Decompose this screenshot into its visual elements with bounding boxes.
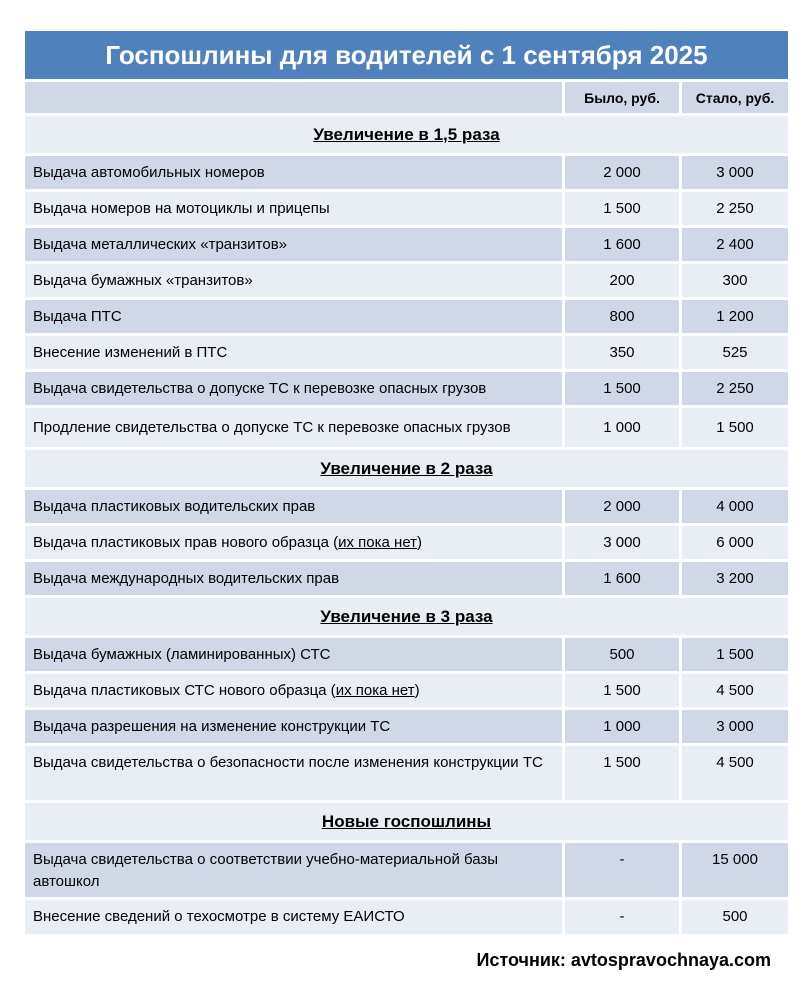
table-row <box>25 156 788 189</box>
service-name: Выдача ПТС <box>25 300 562 333</box>
fee-was: 1 500 <box>565 192 679 225</box>
table-row <box>25 408 788 447</box>
fee-now: 525 <box>682 336 788 369</box>
fee-was: - <box>565 900 679 934</box>
fee-now: 500 <box>682 900 788 934</box>
fee-was: 2 000 <box>565 156 679 189</box>
fee-was: - <box>565 843 679 897</box>
column-header-was: Было, руб. <box>565 82 679 113</box>
table-row <box>25 562 788 595</box>
fee-was: 1 600 <box>565 228 679 261</box>
service-name: Выдача бумажных (ламинированных) СТС <box>25 638 562 671</box>
service-name: Выдача разрешения на изменение конструкции ТС <box>25 710 562 743</box>
service-name: Выдача свидетельства о допуске ТС к перевозке опасных грузов <box>25 372 562 405</box>
fee-was: 1 000 <box>565 408 679 447</box>
fees-table <box>25 31 788 937</box>
fee-now: 4 500 <box>682 746 788 800</box>
table-row <box>25 710 788 743</box>
note-link: их пока нет <box>335 681 415 699</box>
service-name: Выдача свидетельства о безопасности после изменения конструкции ТС <box>25 746 562 800</box>
service-name: Выдача пластиковых СТС нового образца ( их пока нет ) <box>25 674 562 707</box>
table-row <box>25 638 788 671</box>
service-name: Продление свидетельства о допуске ТС к перевозке опасных грузов <box>25 408 562 447</box>
fee-now: 3 200 <box>682 562 788 595</box>
fee-now: 3 000 <box>682 710 788 743</box>
column-header-row <box>25 82 788 113</box>
service-name: Выдача бумажных «транзитов» <box>25 264 562 297</box>
fee-was: 3 000 <box>565 526 679 559</box>
fee-was: 1 500 <box>565 372 679 405</box>
fee-now: 1 500 <box>682 638 788 671</box>
fee-now: 2 400 <box>682 228 788 261</box>
service-name: Выдача металлических «транзитов» <box>25 228 562 261</box>
fee-now: 1 200 <box>682 300 788 333</box>
table-row <box>25 900 788 934</box>
section-header: Новые госпошлины <box>25 803 788 840</box>
fee-was: 1 500 <box>565 746 679 800</box>
table-row <box>25 526 788 559</box>
table-row <box>25 843 788 897</box>
note-link: их пока нет <box>338 533 418 551</box>
fee-now: 3 000 <box>682 156 788 189</box>
table-title: Госпошлины для водителей с 1 сентября 2025 <box>25 31 788 79</box>
fee-was: 2 000 <box>565 490 679 523</box>
service-name: Выдача пластиковых прав нового образца ( их пока нет ) <box>25 526 562 559</box>
section-header: Увеличение в 2 раза <box>25 450 788 487</box>
fee-now: 4 000 <box>682 490 788 523</box>
service-name: Выдача номеров на мотоциклы и прицепы <box>25 192 562 225</box>
table-row <box>25 264 788 297</box>
service-name: Выдача международных водительских прав <box>25 562 562 595</box>
table-row <box>25 228 788 261</box>
fee-was: 1 600 <box>565 562 679 595</box>
fee-now: 300 <box>682 264 788 297</box>
source-caption: Источник: avtospravochnaya.com <box>476 950 771 970</box>
service-name: Внесение сведений о техосмотре в систему ЕАИСТО <box>25 900 562 934</box>
column-header-service <box>25 82 562 113</box>
fee-was: 800 <box>565 300 679 333</box>
fee-was: 1 000 <box>565 710 679 743</box>
fee-was: 1 500 <box>565 674 679 707</box>
column-header-now: Стало, руб. <box>682 82 788 113</box>
service-name: Выдача автомобильных номеров <box>25 156 562 189</box>
service-name: Внесение изменений в ПТС <box>25 336 562 369</box>
fee-now: 2 250 <box>682 372 788 405</box>
section-header: Увеличение в 3 раза <box>25 598 788 635</box>
service-name: Выдача свидетельства о соответствии учебно-материальной базы автошкол <box>25 843 562 897</box>
table-row <box>25 336 788 369</box>
table-row <box>25 300 788 333</box>
section-header: Увеличение в 1,5 раза <box>25 116 788 153</box>
fee-now: 4 500 <box>682 674 788 707</box>
fee-now: 6 000 <box>682 526 788 559</box>
fee-now: 15 000 <box>682 843 788 897</box>
table-row <box>25 372 788 405</box>
fee-now: 1 500 <box>682 408 788 447</box>
table-row <box>25 192 788 225</box>
fee-was: 350 <box>565 336 679 369</box>
fee-was: 500 <box>565 638 679 671</box>
service-name: Выдача пластиковых водительских прав <box>25 490 562 523</box>
table-row <box>25 674 788 707</box>
fee-was: 200 <box>565 264 679 297</box>
table-row <box>25 746 788 800</box>
fee-now: 2 250 <box>682 192 788 225</box>
table-row <box>25 490 788 523</box>
